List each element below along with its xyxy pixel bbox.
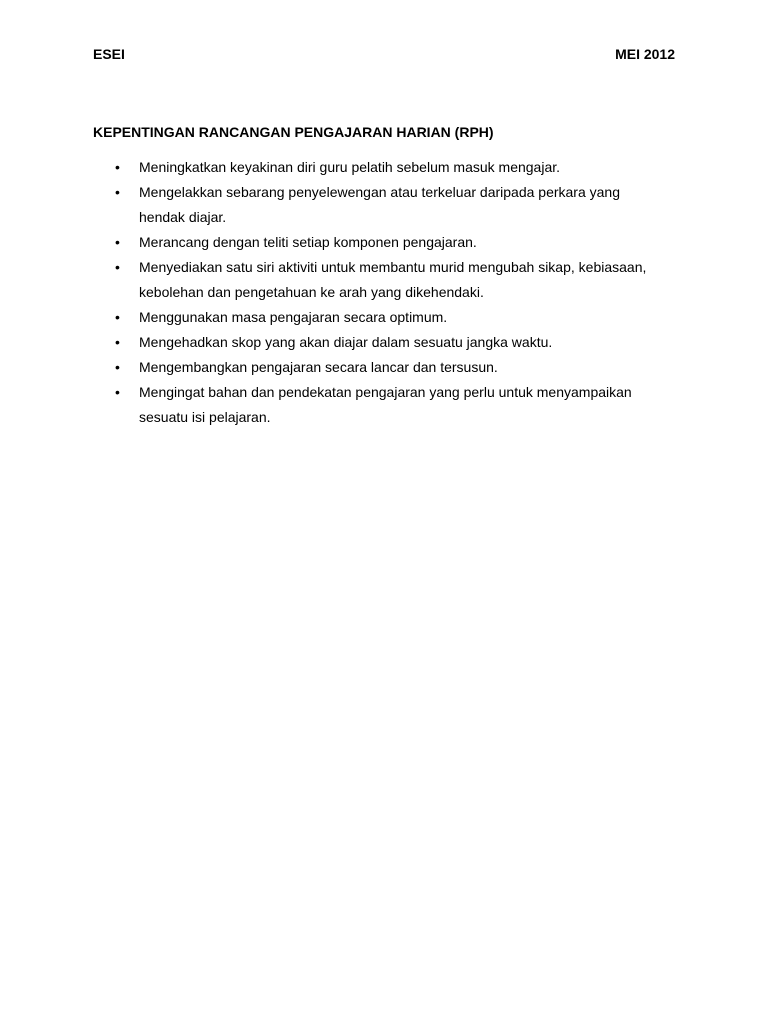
bullet-icon: • [115, 334, 120, 350]
bullet-icon: • [115, 159, 120, 175]
bullet-icon: • [115, 259, 120, 275]
list-item [0, 355, 669, 380]
header-right-date: MEI 2012 [615, 46, 675, 62]
bullet-icon: • [115, 184, 120, 200]
list-item-text: Menyediakan satu siri aktiviti untuk membantu murid mengubah sikap, kebiasaan, kebolehan dan pengetahuan ke arah yang dikehendaki. [139, 259, 647, 300]
list-item-text: Mengelakkan sebarang penyelewengan atau terkeluar daripada perkara yang hendak diajar. [139, 184, 620, 225]
list-item-text: Meningkatkan keyakinan diri guru pelatih sebelum masuk mengajar. [139, 159, 561, 175]
document-title: KEPENTINGAN RANCANGAN PENGAJARAN HARIAN (RPH) [93, 124, 494, 140]
list-item-text: Menggunakan masa pengajaran secara optimum. [139, 309, 448, 325]
list-item [0, 230, 669, 255]
bullet-icon: • [115, 309, 120, 325]
list-item-text: Mengingat bahan dan pendekatan pengajaran yang perlu untuk menyampaikan sesuatu isi pelajaran. [139, 384, 632, 425]
list-item-text: Mengehadkan skop yang akan diajar dalam sesuatu jangka waktu. [139, 334, 553, 350]
list-item-text: Merancang dengan teliti setiap komponen pengajaran. [139, 234, 477, 250]
bullet-list [0, 155, 768, 430]
list-item [0, 305, 669, 330]
bullet-icon: • [115, 384, 120, 400]
page-header [93, 46, 675, 63]
list-item [0, 155, 669, 180]
list-item-text: Mengembangkan pengajaran secara lancar dan tersusun. [139, 359, 498, 375]
list-item [0, 330, 669, 355]
header-left-text: ESEI [93, 46, 125, 62]
bullet-icon: • [115, 234, 120, 250]
bullet-icon: • [115, 359, 120, 375]
list-item [0, 380, 669, 430]
list-item [0, 180, 669, 230]
list-item [0, 255, 669, 305]
